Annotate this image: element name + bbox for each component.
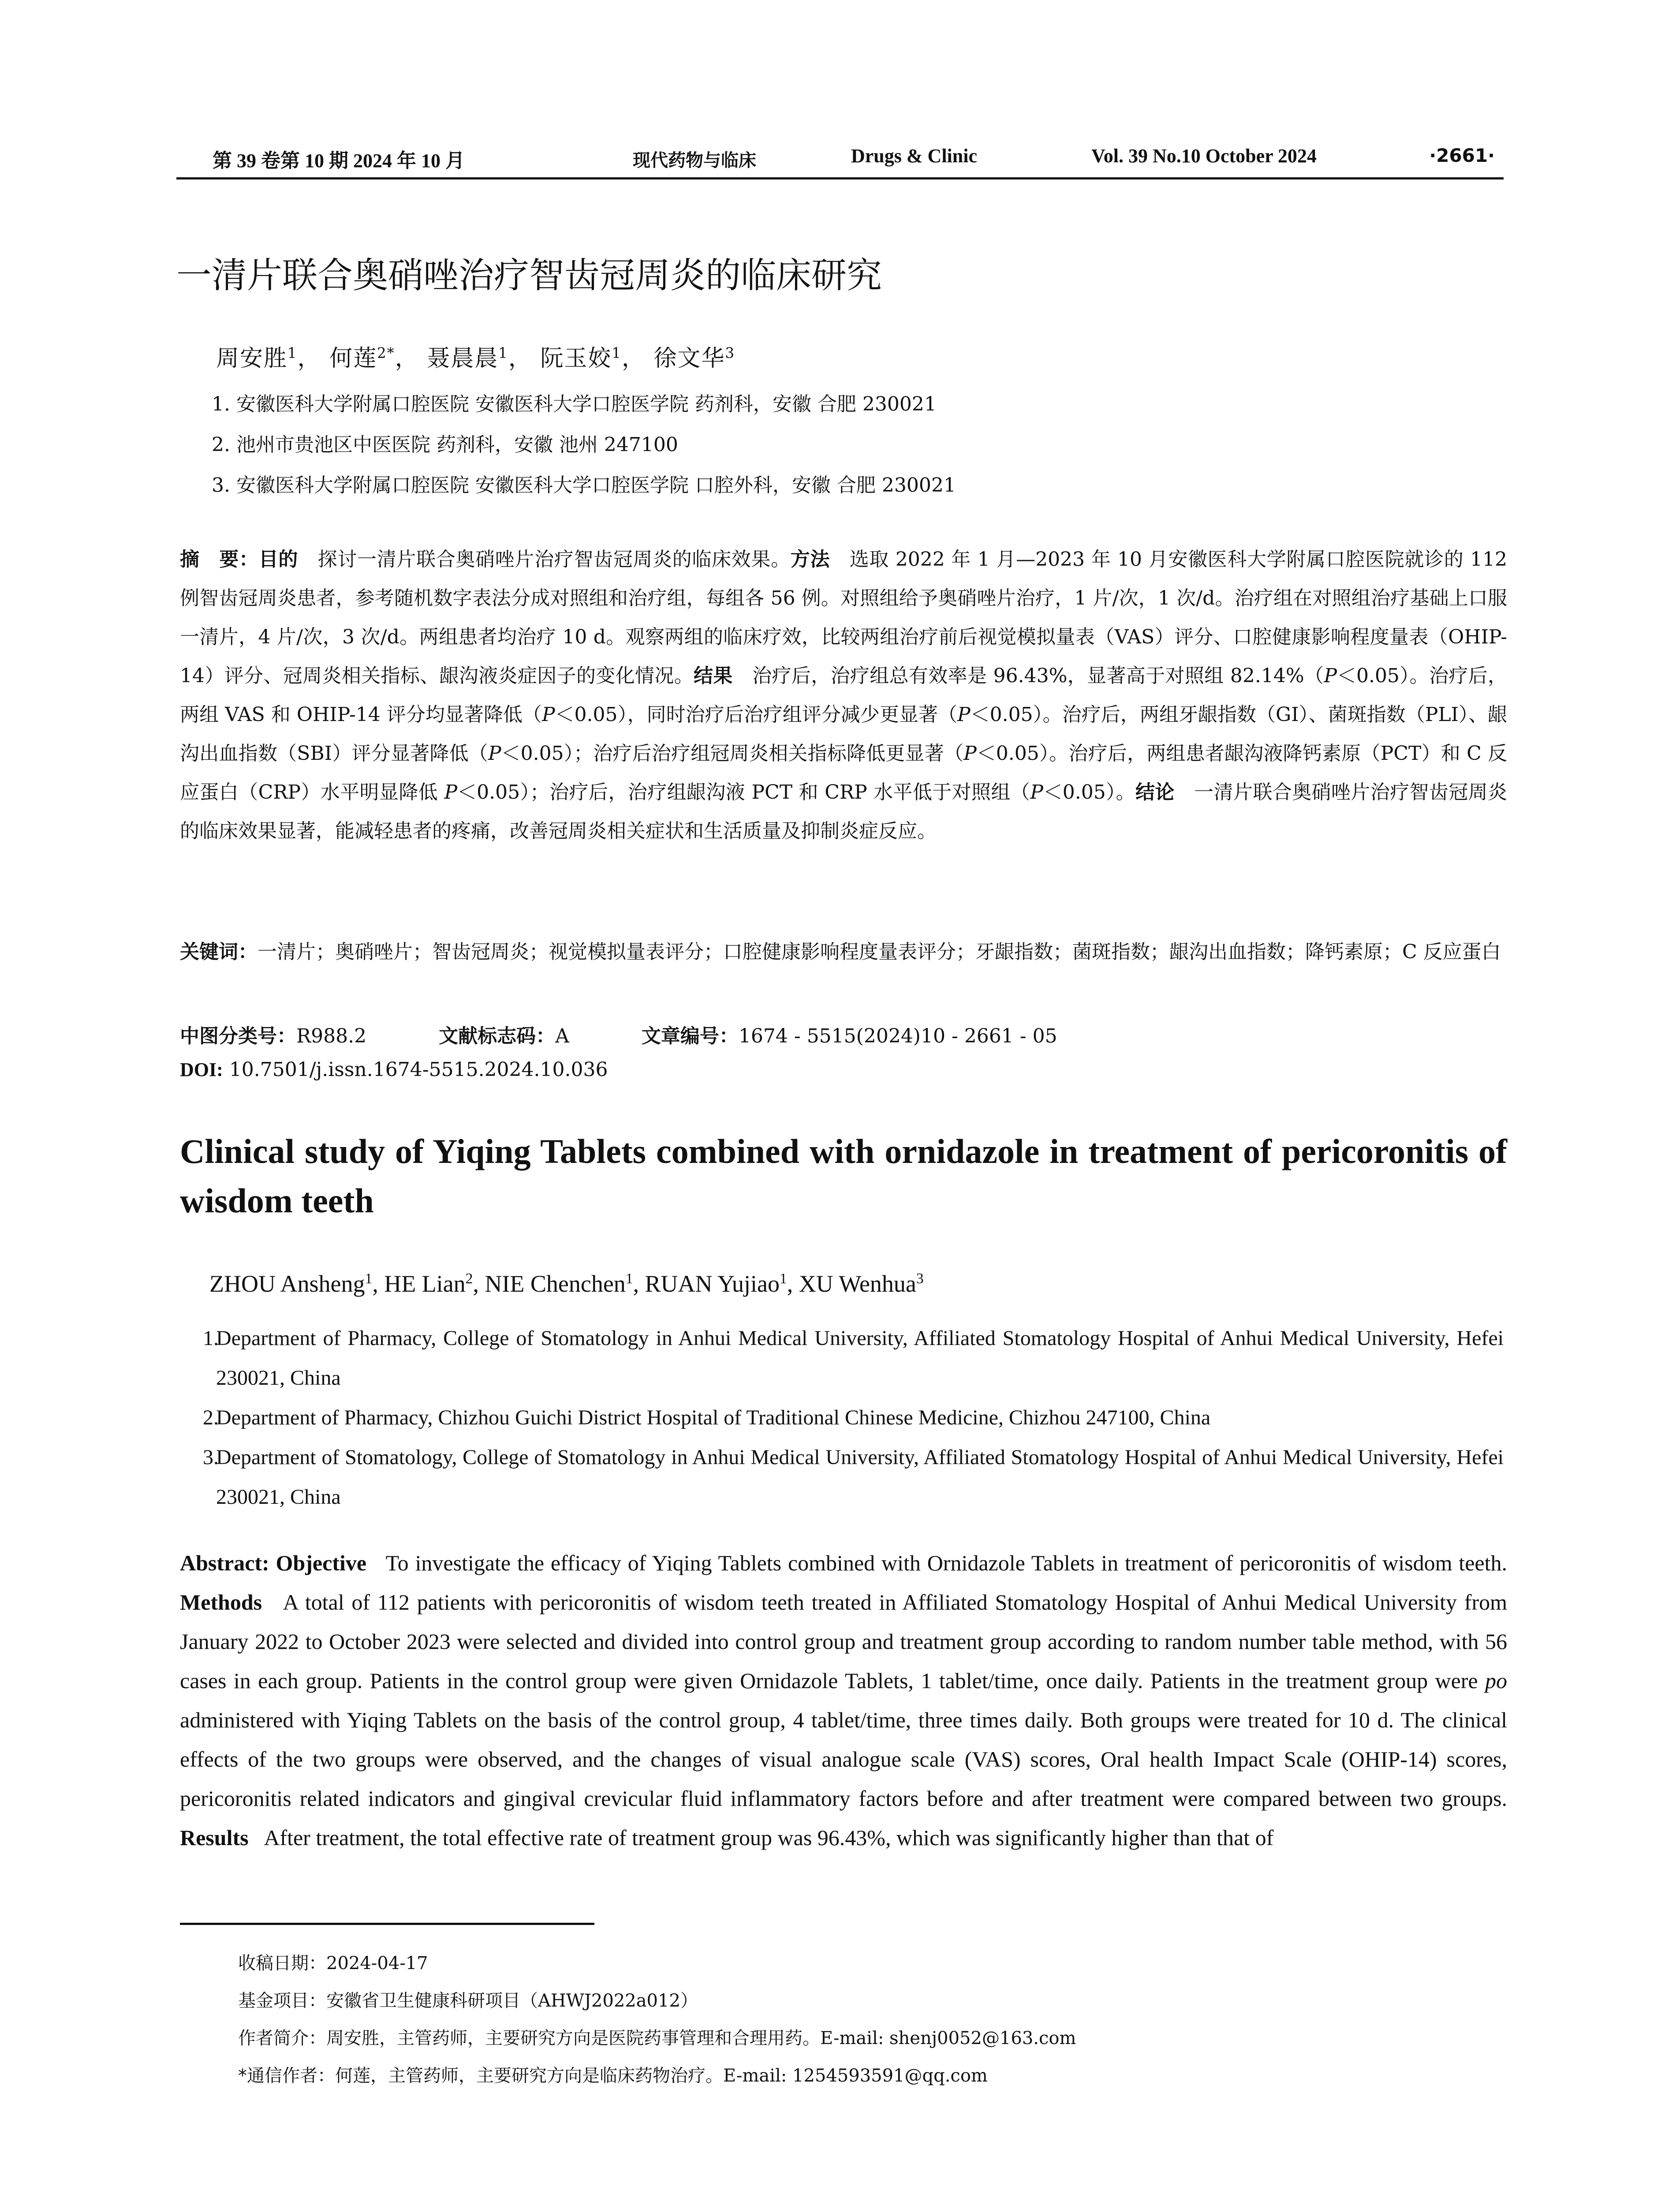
header-journal-en: Drugs & Clinic [851,145,977,167]
cn-objective: 探讨一清片联合奥硝唑片治疗智齿冠周炎的临床效果。 [317,548,791,571]
en-author-sup: 1 [625,1271,633,1287]
cn-results-label: 结果 [694,665,733,687]
doi-label: DOI: [180,1059,223,1080]
header-page-number: ·2661· [1429,145,1495,166]
en-author: ZHOU Ansheng [209,1271,365,1297]
en-author-sup: 2 [465,1271,473,1287]
en-author: NIE Chenchen [485,1271,626,1297]
cn-abstract-label: 摘 要： [180,548,259,571]
footnote-author [238,2024,1076,2049]
cn-author-sep: ， [621,345,646,372]
corr-value: 何莲，主管药师，主要研究方向是临床药物治疗。E-mail: 1254593591@qq.com [335,2066,988,2086]
en-affiliation-text: Department of Pharmacy, College of Stomatology in Anhui Medical University, Affiliated Stomatology Hospital of Anhui Medical University, Hefei 230021, China [216,1327,1504,1390]
cn-author-sup: 1 [612,344,622,362]
en-methods-text: administered with Yiqing Tablets on the basis of the control group, 4 tablet/time, three times daily. Both groups were treated for 10 d. The clinical effects of the two groups were observed, and the changes of visual analogue scale (VAS) scores, Oral health Impact Scale (OHIP-14) scores, pericoronitis related indicators and gingival crevicular fluid inflammatory factors before and after treatment were compared between two groups. [180,1708,1507,1811]
cn-author-sup: 1 [498,344,508,362]
en-affiliation-num: 3. [203,1446,219,1469]
en-affiliation-text: Department of Pharmacy, Chizhou Guichi District Hospital of Traditional Chinese Medicine, Chizhou 247100, China [216,1406,1211,1429]
cn-conclusion-label: 结论 [1135,781,1175,804]
header-journal-cn: 现代药物与临床 [633,150,756,171]
en-affiliation [203,1319,1504,1398]
cn-author-sep: ， [395,345,419,372]
en-author-sep: , [473,1271,485,1297]
cn-affiliation: 3. 安徽医科大学附属口腔医院 安徽医科大学口腔医学院 口腔外科，安徽 合肥 230021 [212,474,956,497]
footnote-corresponding [238,2062,988,2087]
running-header [176,140,1504,179]
en-author-sup: 1 [780,1271,787,1287]
cn-title: 一清片联合奥硝唑治疗智齿冠周炎的临床研究 [176,255,882,296]
p-symbol: P [444,781,458,804]
en-methods-text: A total of 112 patients with pericoronitis of wisdom teeth treated in Affiliated Stomatology Hospital of Anhui Medical University from January 2022 to October 2023 were selected and divided into control group and treatment group according to random number table method, with 56 cases in each group. Patients in the control group were given Ornidazole Tablets, 1 tablet/time, once daily. Patients in the treatment group were [180,1590,1507,1693]
footnote-fund [238,1987,698,2012]
en-affiliation [203,1438,1504,1517]
en-results-label: Results [180,1825,249,1850]
doc-code-value: A [555,1025,569,1047]
p-symbol: P [1324,665,1337,687]
cn-methods: 选取 2022 年 1 月—2023 年 10 月安徽医科大学附属口腔医院就诊的 112 例智齿冠周炎患者，参考随机数字表法分成对照组和治疗组，每组各 56 例。对照组给予奥硝唑片治疗，1 片/次，1 次/d。治疗组在对照组治疗基础上口服一清片，4 片/次，3 次/d。两组患者均治疗 10 d。观察两组的临床疗效，比较两组治疗前后视觉模拟量表（VAS）评分、口腔健康影响程度量表（OHIP-14）评分、冠周炎相关指标、龈沟液炎症因子的变化情况。 [180,548,1508,687]
en-author-sep: , [633,1271,645,1297]
en-abstract-label: Abstract: Objective [180,1551,367,1575]
en-affiliation [203,1398,1504,1438]
en-author: XU Wenhua [799,1271,916,1297]
fund-value: 安徽省卫生健康科研项目（AHWJ2022a012） [326,1991,698,2011]
en-affiliation-text: Department of Stomatology, College of Stomatology in Anhui Medical University, Affiliated Stomatology Hospital of Anhui Medical University, Hefei 230021, China [216,1446,1504,1509]
p-symbol: P [541,703,555,726]
en-objective: To investigate the efficacy of Yiqing Tablets combined with Ornidazole Tablets in treatment of pericoronitis of wisdom teeth. [385,1551,1507,1575]
cn-author: 周安胜 [216,345,288,372]
en-author-sup: 3 [916,1271,924,1287]
clc-label: 中图分类号： [180,1025,296,1047]
cn-keywords-text: 一清片；奥硝唑片；智齿冠周炎；视觉模拟量表评分；口腔健康影响程度量表评分；牙龈指数；菌斑指数；龈沟出血指数；降钙素原；C 反应蛋白 [258,941,1501,963]
en-authors [209,1270,924,1297]
cn-conclusion: 一清片联合奥硝唑片治疗智齿冠周炎的临床效果显著，能减轻患者的疼痛，改善冠周炎相关症状和生活质量及抑制炎症反应。 [180,781,1508,842]
en-author: RUAN Yujiao [645,1271,780,1297]
cn-results-text: ＜0.05）。 [1043,781,1135,804]
cn-author-sep: ， [297,345,321,372]
cn-author-sep: ， [508,345,532,372]
en-affiliation-num: 1. [203,1327,219,1350]
header-issue-cn: 第 39 卷第 10 期 2024 年 10 月 [213,150,465,172]
cn-results-text: 治疗后，治疗组总有效率是 96.43%，显著高于对照组 82.14%（ [752,665,1324,687]
en-author-sep: , [372,1271,385,1297]
article-no-label: 文章编号： [641,1025,739,1047]
cn-affiliation: 1. 安徽医科大学附属口腔医院 安徽医科大学口腔医学院 药剂科，安徽 合肥 230021 [212,393,937,415]
cn-objective-label: 目的 [258,548,299,571]
cn-keywords [180,933,1507,972]
author-value: 周安胜，主管药师，主要研究方向是医院药事管理和合理用药。E-mail: shenj0052@163.com [326,2028,1076,2048]
cn-results-text: ＜0.05）；治疗后，治疗组龈沟液 PCT 和 CRP 水平低于对照组（ [457,781,1030,804]
cn-author-sup: 2* [377,344,395,362]
cn-classification-line [180,1020,1057,1048]
cn-results-text: ＜0.05）。治疗后，两组 VAS 和 OHIP-14 评分均显著降低（ [180,665,1508,726]
corr-label: *通信作者： [238,2066,335,2086]
p-symbol: P [1030,781,1043,804]
cn-author-sup: 1 [287,344,298,362]
cn-author: 徐文华 [653,345,725,372]
cn-abstract [180,540,1507,851]
doc-code-label: 文献标志码： [439,1025,556,1047]
received-value: 2024-04-17 [326,1953,428,1973]
cn-author: 阮玉姣 [540,345,612,372]
doi-line [180,1058,608,1081]
en-author-sep: , [787,1271,799,1297]
article-no-value: 1674 - 5515(2024)10 - 2661 - 05 [738,1025,1057,1047]
en-author: HE Lian [384,1271,466,1297]
author-label: 作者简介： [238,2028,326,2048]
cn-author: 聂晨晨 [427,345,499,372]
cn-affiliation: 2. 池州市贵池区中医医院 药剂科，安徽 池州 247100 [212,434,678,456]
en-affiliation-num: 2. [203,1406,219,1429]
p-symbol: P [488,742,501,765]
doi-value: 10.7501/j.issn.1674-5515.2024.10.036 [229,1058,608,1081]
cn-methods-label: 方法 [790,548,830,571]
cn-keywords-label: 关键词： [180,941,258,963]
en-abstract [180,1544,1507,1857]
fund-label: 基金项目： [238,1991,326,2011]
en-methods-label: Methods [180,1590,262,1615]
en-results-text: After treatment, the total effective rate of treatment group was 96.43%, which was significantly higher than that of [264,1825,1274,1850]
en-methods-po: po [1485,1668,1507,1693]
footnote-rule [180,1923,594,1925]
received-label: 收稿日期： [238,1953,326,1973]
clc-value: R988.2 [296,1025,367,1047]
en-title: Clinical study of Yiqing Tablets combined with ornidazole in treatment of pericoronitis of wisdom teeth [180,1132,1507,1220]
header-volume-en: Vol. 39 No.10 October 2024 [1091,145,1317,167]
en-author-sup: 1 [365,1271,373,1287]
cn-authors [216,340,735,373]
cn-results-text: ＜0.05），同时治疗后治疗组评分减少更显著（ [555,703,958,726]
p-symbol: P [957,703,971,726]
cn-results-text: ＜0.05）；治疗后治疗组冠周炎相关指标降低更显著（ [501,742,964,765]
footnote-received [238,1949,428,1974]
cn-results-text: ＜0.05）。治疗后，两组患者龈沟液降钙素原（PCT）和 C 反应蛋白（CRP）水平明显降低 [180,742,1507,804]
cn-author: 何莲 [329,345,377,372]
p-symbol: P [963,742,977,765]
cn-author-sup: 3 [725,344,735,362]
cn-results-text: ＜0.05）。治疗后，两组牙龈指数（GI）、菌斑指数（PLI）、龈沟出血指数（SBI）评分显著降低（ [180,703,1508,765]
